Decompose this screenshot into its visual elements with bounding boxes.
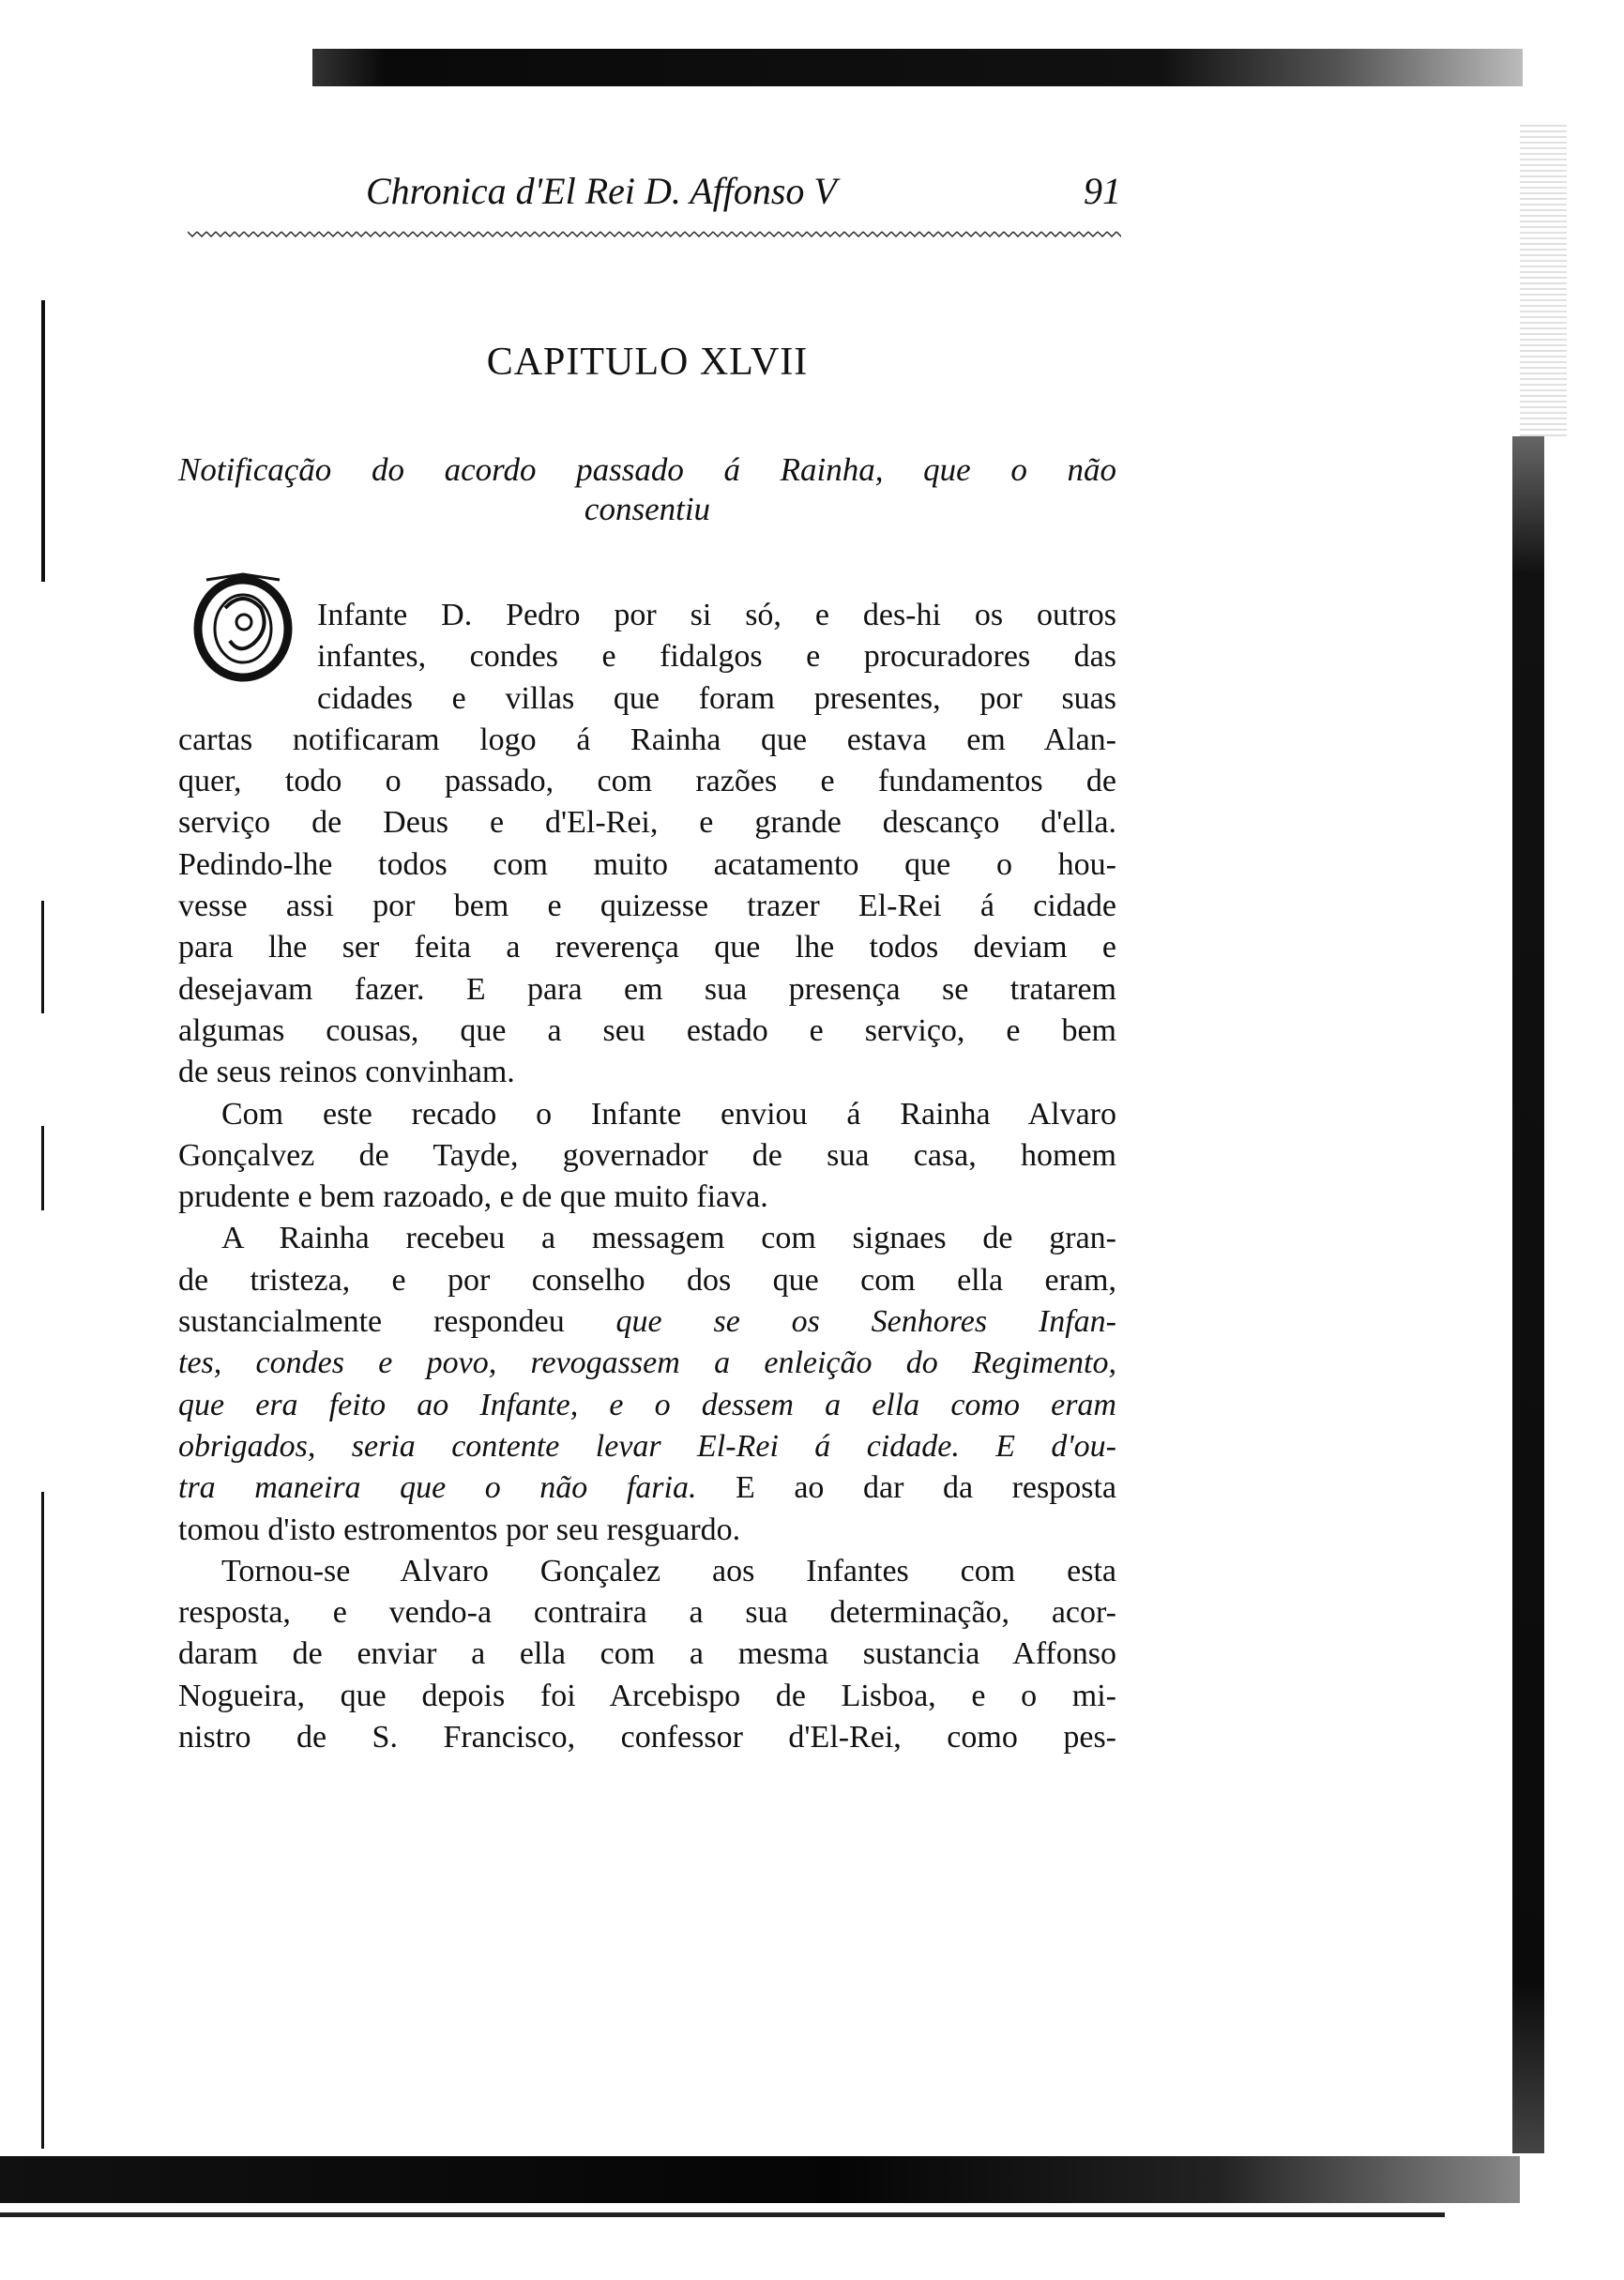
wavy-rule — [188, 229, 1121, 238]
text-segment: nistro de S. Francisco, confessor d'El-Rei, como pes- — [178, 1720, 1116, 1756]
body-text — [178, 595, 1116, 1758]
text-line — [178, 802, 1116, 844]
text-segment: quer, todo o passado, com razões e fundamentos de — [178, 764, 1116, 799]
text-segment: Com este recado o Infante enviou á Rainha Alvaro — [221, 1096, 1116, 1132]
text-line — [178, 720, 1116, 761]
text-line — [178, 1676, 1116, 1717]
text-segment: tomou d'isto estromentos por seu resguardo. — [178, 1512, 741, 1547]
scan-edge-bottom — [0, 2156, 1520, 2203]
text-segment: infantes, condes e fidalgos e procuradores das — [317, 639, 1116, 675]
text-segment: vesse assi por bem e quizesse trazer El-Rei á cidade — [178, 889, 1116, 924]
text-line — [178, 1218, 1116, 1259]
text-line — [178, 844, 1116, 886]
text-line — [178, 1301, 1116, 1343]
text-segment: Gonçalvez de Tayde, governador de sua casa, homem — [178, 1137, 1116, 1173]
text-line — [178, 1634, 1116, 1675]
text-segment: resposta, e vendo-a contraira a sua determinação, acor- — [178, 1595, 1116, 1631]
text-line — [178, 636, 1116, 677]
scan-edge-top — [312, 49, 1523, 86]
text-line — [178, 678, 1116, 720]
text-line — [178, 1011, 1116, 1052]
italic-text: que se os Senhores Infan- — [615, 1304, 1116, 1340]
text-line — [178, 1592, 1116, 1634]
text-segment: para lhe ser feita a reverença que lhe todos deviam e — [178, 930, 1116, 965]
running-title: Chronica d'El Rei D. Affonso V — [366, 170, 837, 212]
page-number: 91 — [1084, 170, 1121, 212]
subtitle-line: consentiu — [584, 491, 711, 527]
scan-edge-bottom-line — [0, 2212, 1445, 2217]
italic-text: tes, condes e povo, revogassem a enleição do Regimento, — [178, 1345, 1116, 1381]
text-line — [178, 1385, 1116, 1426]
text-segment: A Rainha recebeu a messagem com signaes de gran- — [221, 1221, 1116, 1256]
text-line — [178, 761, 1116, 802]
text-line — [178, 1135, 1116, 1177]
text-line — [178, 1052, 1116, 1093]
text-segment: prudente e bem razoado, e de que muito fiava. — [178, 1179, 768, 1215]
drop-cap-letter: O — [243, 655, 244, 656]
text-line — [178, 1177, 1116, 1218]
text-segment: E ao dar da resposta — [696, 1470, 1116, 1506]
scan-noise-right — [1520, 122, 1567, 436]
text-line — [178, 1510, 1116, 1551]
text-line — [178, 886, 1116, 927]
chapter-title: CAPITULO XLVII — [486, 341, 809, 384]
scan-edge-left — [41, 901, 44, 1013]
text-segment: Infante D. Pedro por si só, e des-hi os outros — [317, 598, 1116, 632]
text-segment: cartas notificaram logo á Rainha que estava em Alan- — [178, 722, 1116, 757]
italic-text: obrigados, seria contente levar El-Rei á cidade. E d'ou- — [178, 1428, 1116, 1464]
text-segment: serviço de Deus e d'El-Rei, e grande descanço d'ella. — [178, 805, 1116, 841]
scan-edge-left — [41, 300, 45, 582]
scan-edge-left — [41, 1126, 44, 1210]
text-segment: Nogueira, que depois foi Arcebispo de Lisboa, e o mi- — [178, 1678, 1116, 1713]
text-line — [178, 969, 1116, 1011]
text-segment: Pedindo-lhe todos com muito acatamento que o hou- — [178, 846, 1116, 882]
text-segment: daram de enviar a ella com a mesma sustancia Affonso — [178, 1636, 1116, 1672]
text-line — [178, 1260, 1116, 1301]
text-segment: Tornou-se Alvaro Gonçalez aos Infantes com esta — [221, 1553, 1116, 1588]
chapter-subtitle — [178, 450, 1116, 529]
italic-text: que era feito ao Infante, e o dessem a ella como eram — [178, 1387, 1116, 1422]
text-line — [178, 1467, 1116, 1509]
text-segment: de tristeza, e por conselho dos que com ella eram, — [178, 1262, 1116, 1298]
text-segment: cidades e villas que foram presentes, por suas — [317, 680, 1116, 716]
text-segment: algumas cousas, que a seu estado e serviço, e bem — [178, 1012, 1116, 1048]
text-line — [178, 1717, 1116, 1758]
scan-edge-right — [1512, 436, 1544, 2153]
text-line — [178, 1551, 1116, 1592]
text-line — [178, 1343, 1116, 1384]
italic-text: tra maneira que o não faria. — [178, 1470, 697, 1506]
subtitle-line: Notificação do acordo passado á Rainha, que o não — [178, 451, 1116, 488]
scan-edge-left — [41, 1492, 44, 2149]
text-line — [178, 595, 1116, 636]
text-segment: desejavam fazer. E para em sua presença se tratarem — [178, 971, 1116, 1007]
text-segment: de seus reinos convinham. — [178, 1055, 515, 1090]
text-line — [178, 927, 1116, 968]
text-line — [178, 1094, 1116, 1135]
text-line — [178, 1426, 1116, 1467]
running-header — [178, 169, 1121, 225]
text-segment: sustancialmente respondeu — [178, 1304, 616, 1340]
